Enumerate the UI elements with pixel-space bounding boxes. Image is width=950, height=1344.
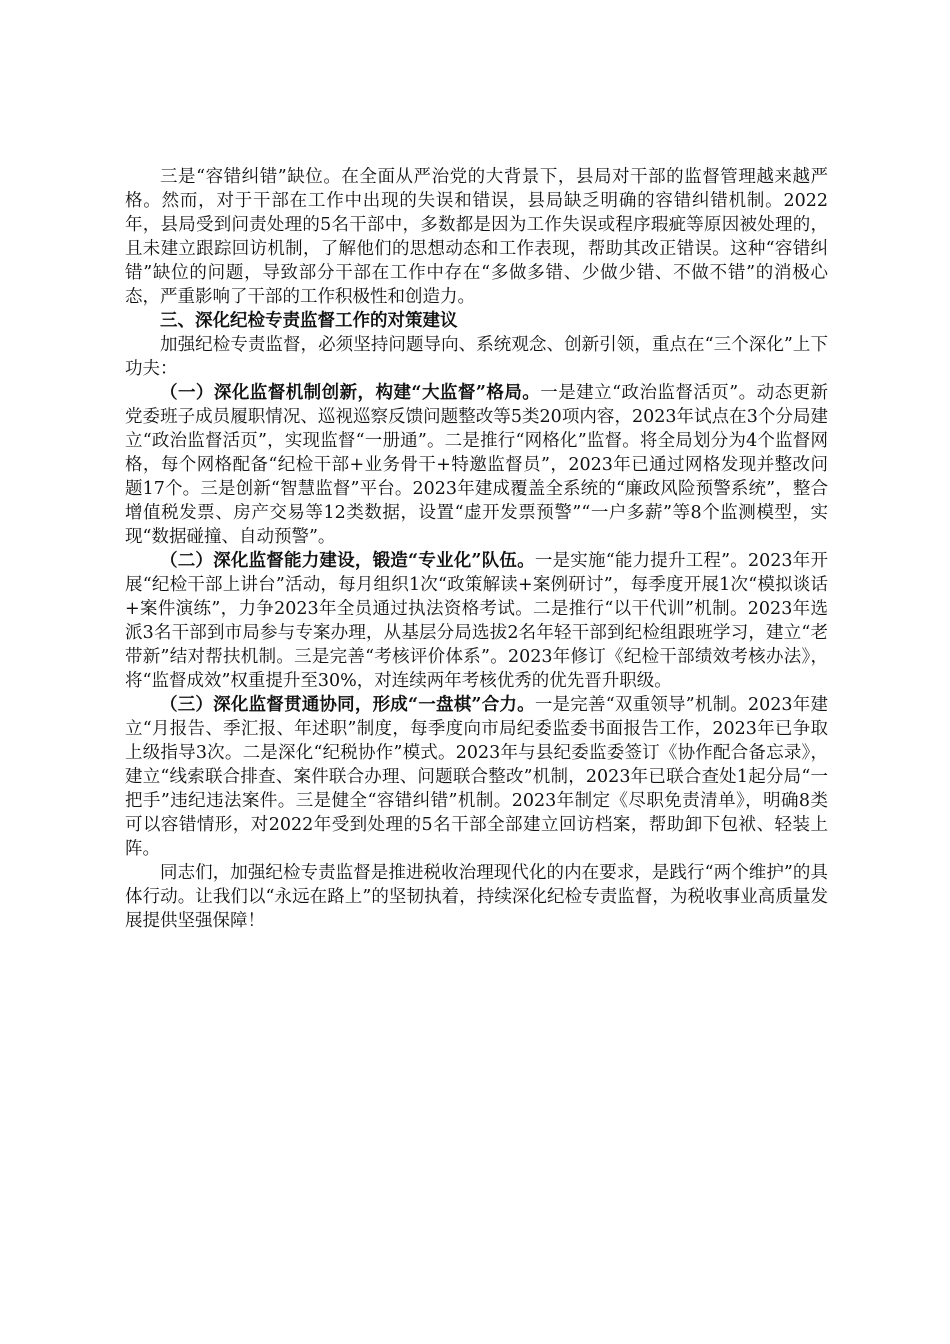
paragraph-fault-tolerance: 三是“容错纠错”缺位。在全面从严治党的大背景下，县局对干部的监督管理越来越严格。然而，对于干部在工作中出现的失误和错误，县局缺乏明确的容错纠错机制。2022年，县局受到问责处理的5名干部中，多数都是因为工作失误或程序瑕疵等原因被处理的，且未建立跟踪回访机制，了解他们的思想动态和工作表现，帮助其改正错误。这种“容错纠错”缺位的问题，导致部分干部在工作中存在“多做多错、少做少错、不做不错”的消极心态，严重影响了干部的工作积极性和创造力。 [125,167,828,307]
section-heading-countermeasures: 三、深化纪检专责监督工作的对策建议 [160,311,458,331]
subsection-coordination [125,693,828,861]
subsection-capability-body: 一是实施“能力提升工程”。2023年开展“纪检干部上讲台”活动，每月组织1次“政策解读+案例研讨”，每季度开展1次“模拟谈话+案件演练”，力争2023年全员通过执法资格考试。二是推行“以干代训”机制。2023年选派3名干部到市局参与专案办理，从基层分局选拔2名年轻干部到纪检组跟班学习，建立“老带新”结对帮扶机制。三是完善“考核评价体系”。2023年修订《纪检干部绩效考核办法》，将“监督成效”权重提升至30%，对连续两年考核优秀的优先晋升职级。 [125,551,828,691]
subsection-mechanism-lead: （一）深化监督机制创新，构建“大监督”格局。 [160,383,541,403]
paragraph-intro: 加强纪检专责监督，必须坚持问题导向、系统观念、创新引领，重点在“三个深化”上下功夫： [125,335,828,379]
subsection-capability [125,549,828,693]
document-page [125,165,828,933]
paragraph-closing: 同志们，加强纪检专责监督是推进税收治理现代化的内在要求，是践行“两个维护”的具体行动。让我们以“永远在路上”的坚韧执着，持续深化纪检专责监督，为税收事业高质量发展提供坚强保障！ [125,863,828,931]
subsection-capability-lead: （二）深化监督能力建设，锻造“专业化”队伍。 [160,551,535,571]
subsection-mechanism-body: 一是建立“政治监督活页”。动态更新党委班子成员履职情况、巡视巡察反馈问题整改等5类20项内容，2023年试点在3个分局建立“政治监督活页”，实现监督“一册通”。二是推行“网格化”监督。将全局划分为4个监督网格，每个网格配备“纪检干部+业务骨干+特邀监督员”，2023年已通过网格发现并整改问题17个。三是创新“智慧监督”平台。2023年建成覆盖全系统的“廉政风险预警系统”，整合增值税发票、房产交易等12类数据，设置“虚开发票预警”“一户多薪”等8个监测模型，实现“数据碰撞、自动预警”。 [125,383,828,547]
subsection-coordination-lead: （三）深化监督贯通协同，形成“一盘棋”合力。 [160,695,535,715]
subsection-coordination-body: 一是完善“双重领导”机制。2023年建立“月报告、季汇报、年述职”制度，每季度向市局纪委监委书面报告工作，2023年已争取上级指导3次。二是深化“纪税协作”模式。2023年与县纪委监委签订《协作配合备忘录》，建立“线索联合排查、案件联合办理、问题联合整改”机制，2023年已联合查处1起分局“一把手”违纪违法案件。三是健全“容错纠错”机制。2023年制定《尽职免责清单》，明确8类可以容错情形，对2022年受到处理的5名干部全部建立回访档案，帮助卸下包袱、轻装上阵。 [125,695,828,859]
subsection-mechanism [125,381,828,549]
